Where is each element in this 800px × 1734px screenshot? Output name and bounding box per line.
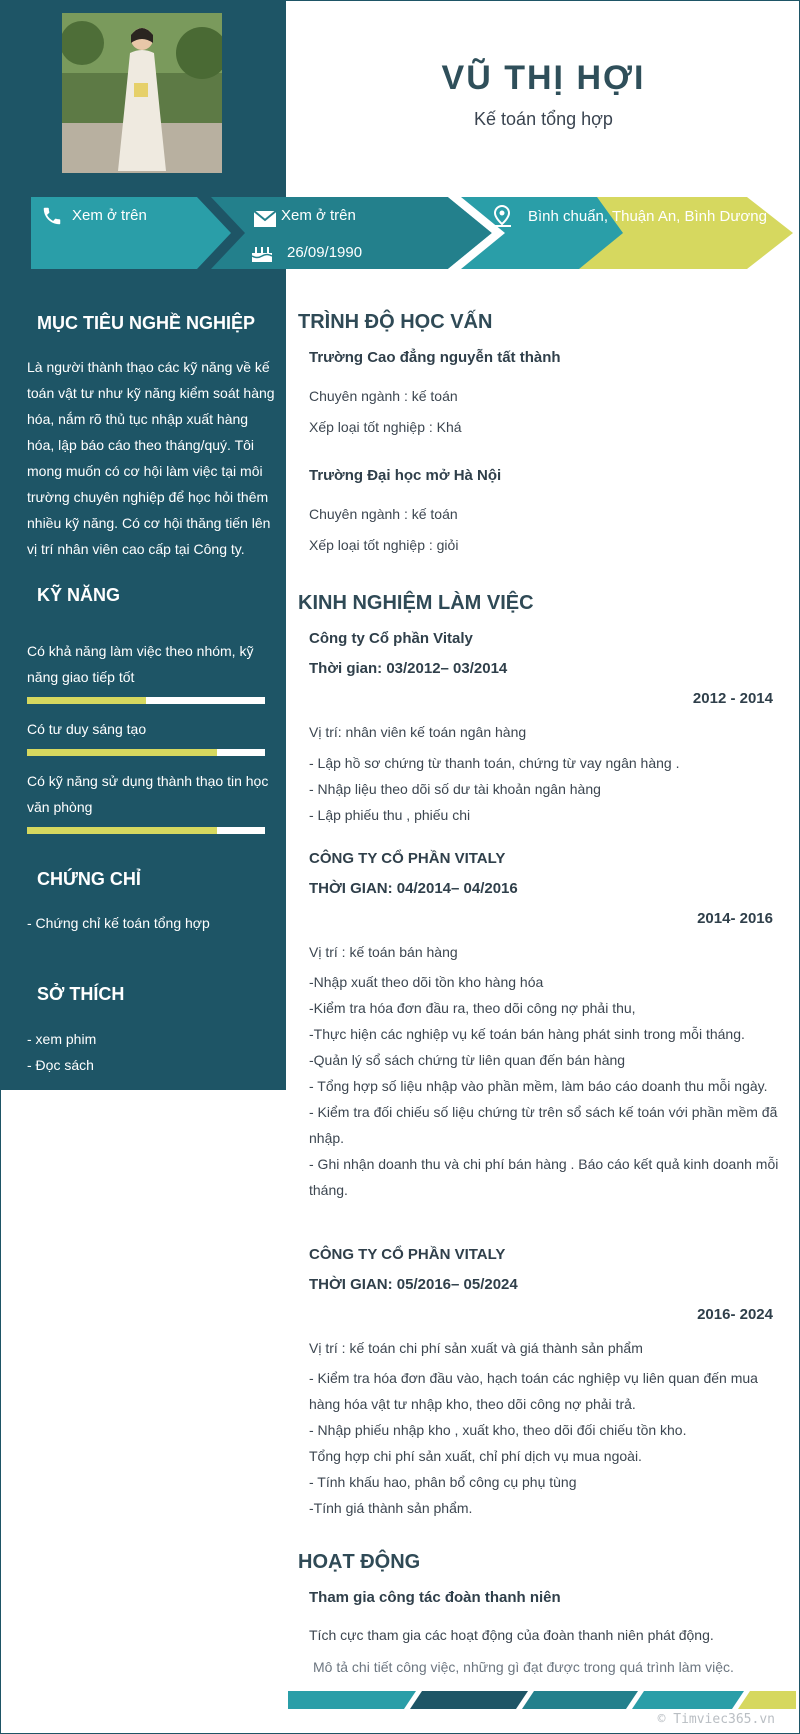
education-grade: Xếp loại tốt nghiệp : Khá — [309, 419, 462, 435]
skill-label: Có khả năng làm việc theo nhóm, kỹ năng giao tiếp tốt — [27, 643, 254, 685]
address-text: Bình chuẩn, Thuận An, Bình Dương — [528, 208, 767, 225]
certificates-heading: CHỨNG CHỈ — [37, 869, 141, 889]
company-name: CÔNG TY CỔ PHẦN VITALY — [309, 1246, 506, 1263]
skills-heading: KỸ NĂNG — [37, 585, 121, 605]
certificate-item: - Chứng chỉ kế toán tổng hợp — [27, 915, 210, 931]
work-years: 2014- 2016 — [697, 910, 773, 927]
work-position: Vị trí: nhân viên kế toán ngân hàng — [309, 724, 527, 740]
profile-photo — [62, 13, 222, 173]
skill-label: Có kỹ năng sử dụng thành thạo tin học văn phòng — [27, 773, 269, 815]
work-duty: Tổng hợp chi phí sản xuất, chỉ phí dịch vụ mua ngoài. — [309, 1448, 642, 1464]
skill-level-fill — [27, 697, 146, 704]
work-duty: - Kiểm tra đối chiếu số liệu chứng từ trên sổ sách kế toán với phần mềm đã nhập. — [309, 1104, 778, 1146]
email-text: Xem ở trên — [281, 207, 356, 224]
work-duty: - Nhập phiếu nhập kho , xuất kho, theo dõi đối chiếu tồn kho. — [309, 1422, 687, 1438]
skill-level-fill — [27, 827, 217, 834]
location-pin-icon — [491, 205, 513, 234]
work-duty: - Nhập liệu theo dõi số dư tài khoản ngân hàng — [309, 781, 601, 797]
experience-heading: KINH NGHIỆM LÀM VIỆC — [298, 592, 534, 614]
school-name: Trường Đại học mở Hà Nội — [309, 467, 502, 484]
work-duty: -Thực hiện các nghiệp vụ kế toán bán hàng phát sinh trong mỗi tháng. — [309, 1026, 745, 1042]
work-period: THỜI GIAN: 04/2014– 04/2016 — [309, 880, 518, 897]
education-heading: TRÌNH ĐỘ HỌC VẤN — [298, 311, 493, 333]
work-years: 2016- 2024 — [697, 1306, 773, 1323]
hobby-item: - Đọc sách — [27, 1057, 94, 1073]
work-position: Vị trí : kế toán chi phí sản xuất và giá thành sản phẩm — [309, 1340, 643, 1356]
email-icon — [254, 211, 276, 232]
watermark: © Timviec365.vn — [657, 1712, 775, 1727]
work-duty: - Kiểm tra hóa đơn đầu vào, hạch toán các nghiệp vụ liên quan đến mua hàng hóa vật tư nhập kho, theo dõi công nợ phải trả. — [309, 1370, 758, 1412]
education-major: Chuyên ngành : kế toán — [309, 388, 458, 404]
company-name: Công ty Cổ phần Vitaly — [309, 630, 473, 647]
work-period: THỜI GIAN: 05/2016– 05/2024 — [309, 1276, 518, 1293]
work-duty: - Tính khấu hao, phân bổ công cụ phụ tùng — [309, 1474, 577, 1490]
education-grade: Xếp loại tốt nghiệp : giỏi — [309, 537, 459, 553]
skill-label: Có tư duy sáng tạo — [27, 721, 147, 737]
work-duty: -Kiểm tra hóa đơn đầu ra, theo dõi công nợ phải thu, — [309, 1000, 636, 1016]
candidate-name: VŨ THỊ HỢI — [441, 59, 646, 97]
skill-level-fill — [27, 749, 217, 756]
birthday-text: 26/09/1990 — [287, 244, 363, 261]
work-period: Thời gian: 03/2012– 03/2014 — [309, 660, 508, 677]
phone-text: Xem ở trên — [72, 207, 147, 224]
objective-heading: MỤC TIÊU NGHỀ NGHIỆP — [37, 313, 256, 333]
job-title: Kế toán tổng hợp — [474, 109, 613, 129]
skill-level-bar — [27, 749, 265, 756]
company-name: CÔNG TY CỔ PHẦN VITALY — [309, 850, 506, 867]
skill-level-bar — [27, 827, 265, 834]
work-duty: -Quản lý sổ sách chứng từ liên quan đến bán hàng — [309, 1052, 626, 1068]
phone-icon — [41, 205, 63, 232]
activities-heading: HOẠT ĐỘNG — [298, 1551, 421, 1573]
work-duty: - Ghi nhận doanh thu và chi phí bán hàng . Báo cáo kết quả kinh doanh mỗi tháng. — [309, 1156, 779, 1198]
hobby-item: - xem phim — [27, 1031, 97, 1047]
objective-text: Là người thành thạo các kỹ năng về kế toán vật tư như kỹ năng kiểm soát hàng hóa, nắm rõ thủ tục nhập xuất hàng hóa, lập báo cáo theo tháng/quý. Tôi mong muốn có cơ hội làm việc tại môi trường chuyên nghiệp để học hỏi thêm nhiều kỹ năng. Có cơ hội thăng tiến lên vị trí nhân viên cao cấp tại Công ty. — [27, 359, 275, 557]
work-years: 2012 - 2014 — [692, 690, 773, 707]
work-duty: - Lập phiếu thu , phiếu chi — [309, 807, 471, 823]
school-name: Trường Cao đẳng nguyễn tất thành — [309, 349, 561, 366]
work-duty: -Tính giá thành sản phẩm. — [309, 1500, 473, 1516]
activity-hint: Mô tả chi tiết công việc, những gì đạt được trong quá trình làm việc. — [313, 1659, 734, 1675]
birthday-cake-icon — [251, 243, 273, 268]
work-duty: - Tổng hợp số liệu nhập vào phần mềm, làm báo cáo doanh thu mỗi ngày. — [309, 1078, 768, 1094]
activity-title: Tham gia công tác đoàn thanh niên — [309, 1589, 561, 1606]
footer-decoration — [288, 1691, 796, 1709]
hobbies-heading: SỞ THÍCH — [37, 984, 125, 1004]
skill-level-bar — [27, 697, 265, 704]
activity-text: Tích cực tham gia các hoạt động của đoàn thanh niên phát động. — [309, 1627, 714, 1643]
work-duty: - Lập hồ sơ chứng từ thanh toán, chứng từ vay ngân hàng . — [309, 755, 680, 771]
education-major: Chuyên ngành : kế toán — [309, 506, 458, 522]
work-position: Vị trí : kế toán bán hàng — [309, 944, 458, 960]
contact-banner — [31, 197, 793, 269]
work-duty: -Nhập xuất theo dõi tồn kho hàng hóa — [309, 974, 544, 990]
